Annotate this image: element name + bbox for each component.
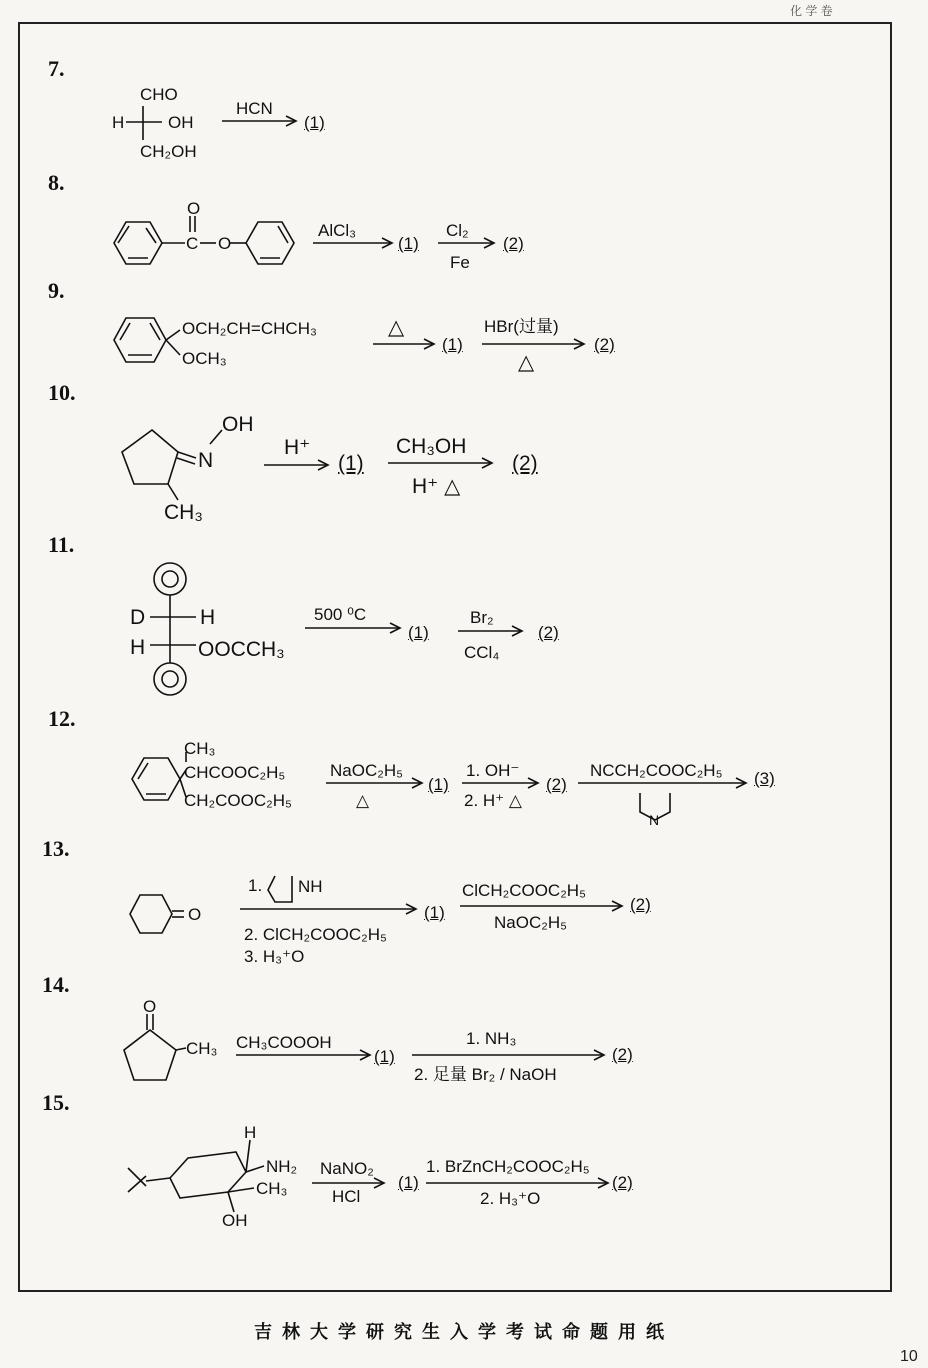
q10-methyl: CH₃ <box>164 501 203 524</box>
q15-reagent-1-bottom: HCl <box>332 1187 361 1206</box>
q12-reagent-2-top: 1. OH⁻ <box>466 761 520 780</box>
q10-reagent-2-bottom: H⁺ △ <box>412 475 461 498</box>
q11-reagent-2-bottom: CCl₄ <box>464 643 500 662</box>
q8-product-1: (1) <box>398 234 419 253</box>
q12-reagent-3-top: NCCH₂COOC₂H₅ <box>590 761 723 780</box>
q8-reagent-2-top: Cl₂ <box>446 221 469 240</box>
q13-product-1: (1) <box>424 903 445 922</box>
q9-allyl-ether: OCH₂CH=CHCH₃ <box>182 319 317 338</box>
q9-reagent-2-top: HBr(过量) <box>484 317 559 336</box>
q12-reagent-3-bottom: N <box>649 812 660 828</box>
question-number-12: 12. <box>48 706 76 731</box>
q13-reagent-2-bottom: NaOC₂H₅ <box>494 913 567 932</box>
q9-product-2: (2) <box>594 335 615 354</box>
q12-reagent-1-top: NaOC₂H₅ <box>330 761 403 780</box>
q9-reagent-2-bottom: △ <box>518 351 535 374</box>
q13-reagent-2-top: ClCH₂COOC₂H₅ <box>462 881 586 900</box>
q12-ester-2: CH₂COOC₂H₅ <box>184 791 292 810</box>
q12-reagent-2-bottom: 2. H⁺ △ <box>464 791 522 810</box>
q12-product-3: (3) <box>754 769 775 788</box>
q10-reagent-1: H⁺ <box>284 436 311 459</box>
q9-methoxy: OCH₃ <box>182 349 227 368</box>
q11-product-2: (2) <box>538 623 559 642</box>
q7-product-1: (1) <box>304 113 325 132</box>
q8-carbon: C <box>186 234 199 253</box>
question-number-14: 14. <box>42 972 70 997</box>
q9-reagent-1: △ <box>388 316 405 339</box>
q7-group-cho: CHO <box>140 85 178 104</box>
q12-methyl: CH₃ <box>184 739 216 758</box>
q14-product-2: (2) <box>612 1045 633 1064</box>
q14-reagent-2-bottom: 2. 足量 Br₂ / NaOH <box>414 1065 557 1084</box>
q8-reagent-1: AlCl₃ <box>318 221 357 240</box>
q11-deuterium: D <box>130 606 146 629</box>
q14-reagent-2-top: 1. NH₃ <box>466 1029 517 1048</box>
header-note: 化 学 卷 <box>790 4 833 18</box>
q8-reagent-2-bottom: Fe <box>450 253 470 272</box>
q12-reagent-1-bottom: △ <box>356 791 370 810</box>
q10-product-2: (2) <box>512 452 538 475</box>
q7-reagent: HCN <box>236 99 273 118</box>
q8-carbonyl-o: O <box>187 199 201 218</box>
q9-product-1: (1) <box>442 335 463 354</box>
q10-product-1: (1) <box>338 452 364 475</box>
q10-nitrogen: N <box>198 449 214 472</box>
q15-methyl: CH₃ <box>256 1179 288 1198</box>
q13-reagent-1-step2: 2. ClCH₂COOC₂H₅ <box>244 925 387 944</box>
question-number-13: 13. <box>42 836 70 861</box>
q15-reagent-1-top: NaNO₂ <box>320 1159 374 1178</box>
question-number-11: 11. <box>48 532 75 557</box>
q7-group-h: H <box>112 113 125 132</box>
q14-methyl: CH₃ <box>186 1039 218 1058</box>
q13-product-2: (2) <box>630 895 651 914</box>
question-number-9: 9. <box>48 278 65 303</box>
exam-paper-footer: 吉林大学研究生入学考试命题用纸 <box>254 1322 674 1342</box>
q10-reagent-2-top: CH₃OH <box>396 435 467 458</box>
q15-product-1: (1) <box>398 1173 419 1192</box>
q11-reagent-1: 500 ⁰C <box>314 605 367 624</box>
q8-ester-o: O <box>218 234 232 253</box>
question-number-10: 10. <box>48 380 76 405</box>
q11-h-right: H <box>200 606 216 629</box>
q13-reagent-1-step1: 1. <box>248 876 263 895</box>
q14-product-1: (1) <box>374 1047 395 1066</box>
q14-reagent-1: CH₃COOOH <box>236 1033 332 1052</box>
q13-pyrrolidine-nh: NH <box>298 877 323 896</box>
q15-product-2: (2) <box>612 1173 633 1192</box>
question-number-7: 7. <box>48 56 65 81</box>
q8-product-2: (2) <box>503 234 524 253</box>
q11-acetate: OOCCH₃ <box>198 638 285 661</box>
q10-oh: OH <box>222 413 254 436</box>
q12-product-1: (1) <box>428 775 449 794</box>
question-number-8: 8. <box>48 170 65 195</box>
q15-hydroxyl: OH <box>222 1211 248 1230</box>
question-number-15: 15. <box>42 1090 70 1115</box>
page-corner-mark: 10 <box>900 1348 918 1365</box>
q7-group-ch2oh: CH₂OH <box>140 142 197 161</box>
q15-amino: NH₂ <box>266 1157 298 1176</box>
q12-product-2: (2) <box>546 775 567 794</box>
q13-carbonyl-o: O <box>188 905 202 924</box>
q13-reagent-1-step3: 3. H₃⁺O <box>244 947 305 966</box>
q11-h-left: H <box>130 636 146 659</box>
q15-reagent-2-top: 1. BrZnCH₂COOC₂H₅ <box>426 1157 590 1176</box>
q15-reagent-2-bottom: 2. H₃⁺O <box>480 1189 541 1208</box>
q7-group-oh: OH <box>168 113 194 132</box>
q14-carbonyl-o: O <box>143 997 157 1016</box>
q15-axial-h: H <box>244 1123 257 1142</box>
q11-product-1: (1) <box>408 623 429 642</box>
q12-ester-1: CHCOOC₂H₅ <box>184 763 286 782</box>
q11-reagent-2-top: Br₂ <box>470 608 494 627</box>
